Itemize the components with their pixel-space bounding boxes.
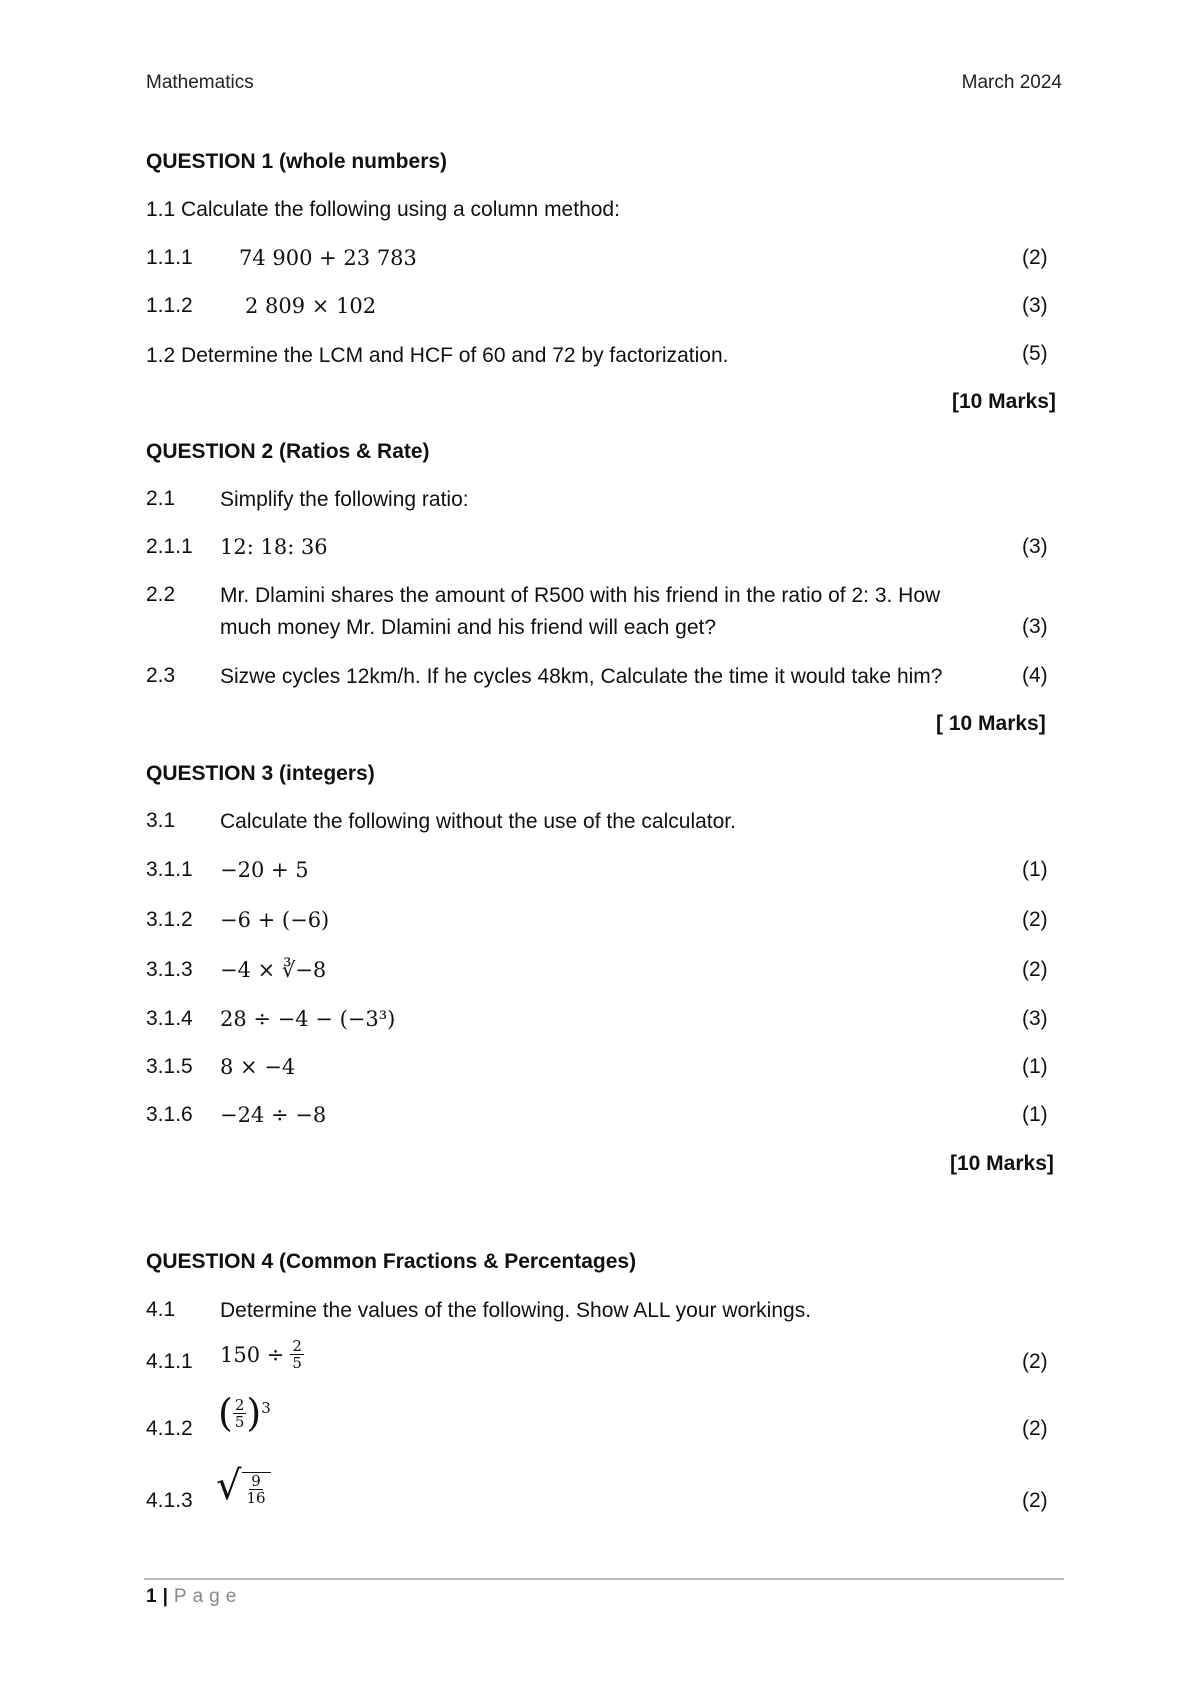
- q412-exponent: 3: [261, 1399, 271, 1417]
- q413-square-root: [216, 1463, 271, 1509]
- q314-marks: (3): [1022, 1007, 1048, 1030]
- q21-text: Simplify the following ratio:: [220, 488, 469, 511]
- q412-number: 4.1.2: [146, 1417, 193, 1440]
- q21-number: 2.1: [146, 487, 176, 510]
- q315-number: 3.1.5: [146, 1055, 193, 1078]
- header-subject: Mathematics: [146, 72, 254, 93]
- q412-marks: (2): [1022, 1417, 1048, 1440]
- q313-expression: −4 × ∛−8: [220, 958, 327, 982]
- q411-fraction: [290, 1338, 304, 1371]
- q311-number: 3.1.1: [146, 858, 193, 881]
- q313-number: 3.1.3: [146, 958, 193, 981]
- q111-number: 1.1.1: [146, 246, 193, 269]
- q12-marks: (5): [1022, 342, 1048, 365]
- q112-marks: (3): [1022, 294, 1048, 317]
- header-date: March 2024: [961, 72, 1062, 93]
- q23-text: Sizwe cycles 12km/h. If he cycles 48km, Calculate the time it would take him?: [220, 665, 943, 688]
- q411-numerator: 2: [292, 1337, 302, 1355]
- q316-number: 3.1.6: [146, 1103, 193, 1126]
- q312-marks: (2): [1022, 908, 1048, 931]
- q411-marks: (2): [1022, 1350, 1048, 1373]
- q314-expression: 28 ÷ −4 − (−3³): [220, 1007, 396, 1031]
- q316-expression: −24 ÷ −8: [220, 1103, 327, 1127]
- footer-separator: |: [162, 1586, 168, 1607]
- q111-expression: 74 900 + 23 783: [239, 246, 417, 270]
- q1-heading: QUESTION 1 (whole numbers): [146, 150, 448, 173]
- q412-close-paren: ): [246, 1391, 262, 1435]
- q31-text: Calculate the following without the use of the calculator.: [220, 810, 736, 833]
- radical-sign-icon: √: [216, 1463, 242, 1509]
- page-footer: [146, 1586, 242, 1608]
- footer-divider: [144, 1578, 1064, 1580]
- q4-heading: QUESTION 4 (Common Fractions & Percentages): [146, 1250, 637, 1273]
- q3-heading: QUESTION 3 (integers): [146, 762, 375, 785]
- q22-line2: much money Mr. Dlamini and his friend will each get?: [220, 616, 717, 639]
- q411-denominator: 5: [292, 1354, 302, 1372]
- q412-open-paren: (: [218, 1391, 233, 1435]
- page-number: 1: [146, 1586, 157, 1607]
- q112-number: 1.1.2: [146, 294, 193, 317]
- q413-expression: [216, 1463, 271, 1509]
- q413-denominator: 16: [246, 1489, 266, 1507]
- q314-number: 3.1.4: [146, 1007, 193, 1030]
- q315-expression: 8 × −4: [220, 1055, 296, 1079]
- q12-text: 1.2 Determine the LCM and HCF of 60 and 72 by factorization.: [146, 344, 729, 367]
- q311-expression: −20 + 5: [220, 858, 309, 882]
- q3-total: [10 Marks]: [950, 1152, 1054, 1175]
- q22-line1: Mr. Dlamini shares the amount of R500 with his friend in the ratio of 2: 3. How: [220, 584, 941, 607]
- q412-denominator: 5: [234, 1412, 245, 1431]
- q413-marks: (2): [1022, 1489, 1048, 1512]
- q411-lead: 150 ÷: [220, 1342, 285, 1367]
- q412-numerator: 2: [234, 1395, 245, 1414]
- q312-expression: −6 + (−6): [220, 908, 330, 932]
- q1-total: [10 Marks]: [952, 390, 1056, 413]
- q2-heading: QUESTION 2 (Ratios & Rate): [146, 440, 430, 463]
- q316-marks: (1): [1022, 1103, 1048, 1126]
- q312-number: 3.1.2: [146, 908, 193, 931]
- q413-numerator: 9: [251, 1472, 261, 1490]
- q211-number: 2.1.1: [146, 535, 193, 558]
- q22-marks: (3): [1022, 615, 1048, 638]
- q315-marks: (1): [1022, 1055, 1048, 1078]
- q1-intro: 1.1 Calculate the following using a column method:: [146, 198, 620, 221]
- q313-marks: (2): [1022, 958, 1048, 981]
- q211-expression: 12: 18: 36: [220, 535, 328, 559]
- q412-fraction: [233, 1397, 247, 1430]
- q211-marks: (3): [1022, 535, 1048, 558]
- q31-number: 3.1: [146, 809, 176, 832]
- q22-number: 2.2: [146, 583, 176, 606]
- page-word: Page: [173, 1586, 243, 1607]
- q41-text: Determine the values of the following. Show ALL your workings.: [220, 1299, 812, 1322]
- q23-number: 2.3: [146, 664, 176, 687]
- q411-number: 4.1.1: [146, 1350, 193, 1373]
- q411-expression: [220, 1338, 304, 1371]
- q41-number: 4.1: [146, 1298, 176, 1321]
- q111-marks: (2): [1022, 246, 1048, 269]
- q413-fraction: [245, 1473, 268, 1506]
- q2-total: [ 10 Marks]: [936, 712, 1046, 735]
- q412-expression: [218, 1391, 271, 1435]
- q112-expression: 2 809 × 102: [245, 294, 377, 318]
- q413-number: 4.1.3: [146, 1489, 193, 1512]
- q311-marks: (1): [1022, 858, 1048, 881]
- q23-marks: (4): [1022, 664, 1048, 687]
